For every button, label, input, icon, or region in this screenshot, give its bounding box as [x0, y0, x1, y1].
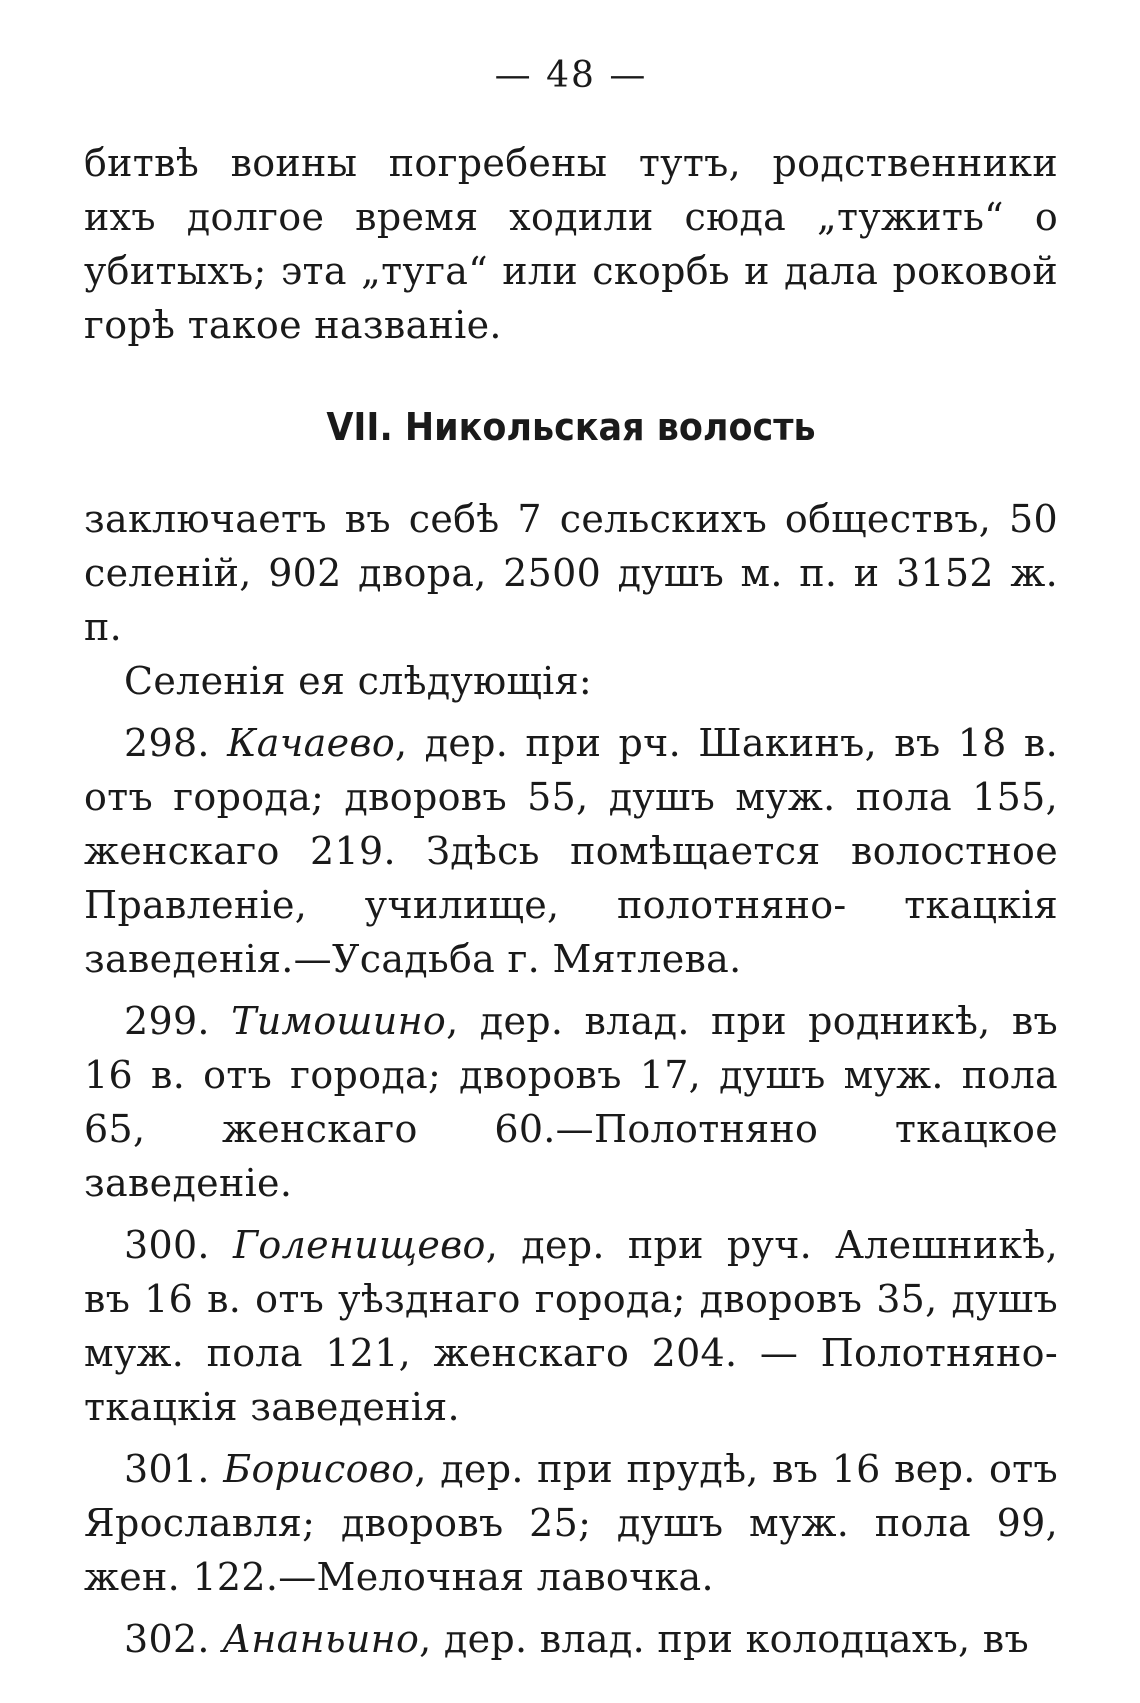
village-entry-301 [84, 1442, 1058, 1604]
entry-number: 300. [124, 1223, 210, 1267]
entry-number: 302. [124, 1617, 210, 1661]
village-entry-302 [84, 1612, 1058, 1666]
village-entry-299 [84, 994, 1058, 1210]
entry-village-name: Тимошино [231, 999, 447, 1043]
section-heading: VII. Никольская волость [326, 405, 816, 449]
villages-intro: Селенія ея слѣдующія: [124, 659, 592, 703]
entry-number: 301. [124, 1447, 210, 1491]
village-entry-298 [84, 716, 1058, 986]
entry-text: , дер. при руч. Алешникѣ, въ 16 в. отъ уѣзднаго города; дворовъ 35, душъ муж. пола 121, женскаго 204. — Полотняно-ткацкія заведенія. [84, 1223, 1058, 1429]
entry-village-name: Голенищево [232, 1223, 486, 1267]
entry-text: , дер. влад. при родникѣ, въ 16 в. отъ города; дворовъ 17, душъ муж. пола 65, женскаго 60.—Полотняно ткацкое заведеніе. [84, 999, 1058, 1205]
entry-village-name: Качаево [227, 721, 396, 765]
village-entry-300 [84, 1218, 1058, 1434]
entry-text: , дер. влад. при колодцахъ, въ [419, 1617, 1029, 1661]
entry-text: , дер. при прудѣ, въ 16 вер. отъ Ярославля; дворовъ 25; душъ муж. пола 99, жен. 122.—Мелочная лавочка. [84, 1447, 1058, 1599]
intro-paragraph: битвѣ воины погребены тутъ, родственники ихъ долгое время ходили сюда „тужить“ о убитыхъ; эта „туга“ или скорбь и дала роковой горѣ такое названіе. [84, 141, 1058, 347]
entry-number: 299. [124, 999, 210, 1043]
entry-village-name: Борисово [223, 1447, 415, 1491]
page-number: — 48 — [494, 55, 648, 96]
entry-text: , дер. при рч. Шакинъ, въ 18 в. отъ города; дворовъ 55, душъ муж. пола 155, женскаго 219. Здѣсь помѣщается волостное Правленіе, училище, полотняно- ткацкія заведенія.—Усадьба г. Мятлева. [84, 721, 1058, 981]
entry-number: 298. [124, 721, 210, 765]
entry-village-name: Ананьино [222, 1617, 420, 1661]
section-summary: заключаетъ въ себѣ 7 сельскихъ обществъ, 50 селеній, 902 двора, 2500 душъ м. п. и 3152 ж. п. [84, 497, 1058, 649]
